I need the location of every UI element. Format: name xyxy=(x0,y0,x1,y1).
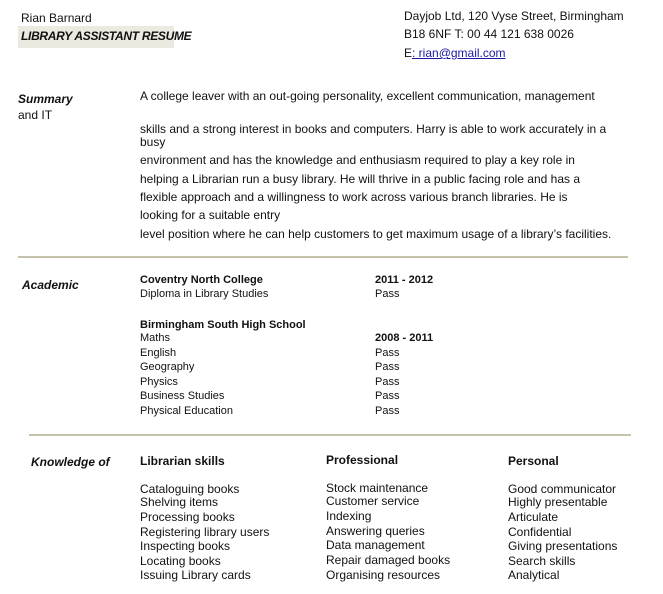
skill-item: Inspecting books xyxy=(140,539,231,553)
skill-item: Indexing xyxy=(326,509,372,523)
email-line xyxy=(404,46,506,60)
school-years: 2008 - 2011 xyxy=(375,332,434,344)
subject: Geography xyxy=(140,361,195,373)
result: Pass xyxy=(375,288,400,300)
skill-item: Organising resources xyxy=(326,568,441,582)
skill-item: Stock maintenance xyxy=(326,481,429,495)
candidate-name: Rian Barnard xyxy=(21,11,92,25)
subject: Maths xyxy=(140,332,170,344)
skill-item: Issuing Library cards xyxy=(140,568,251,582)
subject: English xyxy=(140,347,177,359)
summary-line: A college leaver with an out-going personality, excellent communication, management xyxy=(140,89,595,103)
skill-item: Data management xyxy=(326,538,425,552)
school-name: Birmingham South High School xyxy=(140,319,306,331)
address-line-2: B18 6NF T: 00 44 121 638 0026 xyxy=(404,27,574,41)
result: Pass xyxy=(375,390,400,402)
school-name: Coventry North College xyxy=(140,274,263,286)
skill-item: Confidential xyxy=(508,525,572,539)
subject: Diploma in Library Studies xyxy=(140,288,269,300)
result: Pass xyxy=(375,405,400,417)
email-link[interactable]: : rian@gmail.com xyxy=(412,46,506,60)
skills-heading-professional: Professional xyxy=(326,453,399,467)
skill-item: Search skills xyxy=(508,554,576,568)
skill-item: Locating books xyxy=(140,554,221,568)
skill-item: Analytical xyxy=(508,568,560,582)
skill-item: Highly presentable xyxy=(508,495,608,509)
resume-title: LIBRARY ASSISTANT RESUME xyxy=(21,29,192,43)
section-divider xyxy=(18,256,628,258)
skill-item: Repair damaged books xyxy=(326,553,451,567)
summary-line: environment and has the knowledge and enthusiasm required to play a key role in xyxy=(140,153,575,167)
skill-item: Registering library users xyxy=(140,525,270,539)
skill-item: Customer service xyxy=(326,494,420,508)
subject: Business Studies xyxy=(140,390,225,402)
resume-title-box xyxy=(18,26,192,48)
result: Pass xyxy=(375,347,400,359)
skill-item: Shelving items xyxy=(140,495,219,509)
summary-line: looking for a suitable entry xyxy=(140,208,281,222)
skill-item: Good communicator xyxy=(508,482,617,496)
summary-line: helping a Librarian run a busy library. He will thrive in a public facing role and has a xyxy=(140,172,581,186)
summary-label: Summary xyxy=(18,92,73,106)
result: Pass xyxy=(375,361,400,373)
school-years: 2011 - 2012 xyxy=(375,274,434,286)
result: Pass xyxy=(375,376,400,388)
skills-heading-librarian: Librarian skills xyxy=(140,454,225,468)
email-prefix: E xyxy=(404,46,413,60)
subject: Physical Education xyxy=(140,405,233,417)
knowledge-label: Knowledge of xyxy=(31,455,110,469)
skill-item: Giving presentations xyxy=(508,539,618,553)
address-line-1: Dayjob Ltd, 120 Vyse Street, Birmingham xyxy=(404,9,624,23)
skill-item: Articulate xyxy=(508,510,559,524)
skill-item: Answering queries xyxy=(326,524,425,538)
subject: Physics xyxy=(140,376,178,388)
summary-label-continuation: and IT xyxy=(18,108,53,122)
summary-line: skills and a strong interest in books and computers. Harry is able to work accurately in a xyxy=(140,122,607,136)
summary-line: busy xyxy=(140,135,166,149)
summary-line: flexible approach and a willingness to work across various branch libraries. He is xyxy=(140,190,568,204)
section-divider xyxy=(29,434,631,436)
skill-item: Processing books xyxy=(140,510,235,524)
summary-line: level position where he can help customers to get maximum usage of a library’s facilities. xyxy=(140,227,612,241)
skills-heading-personal: Personal xyxy=(508,454,559,468)
skill-item: Cataloguing books xyxy=(140,482,240,496)
academic-label: Academic xyxy=(22,278,79,292)
